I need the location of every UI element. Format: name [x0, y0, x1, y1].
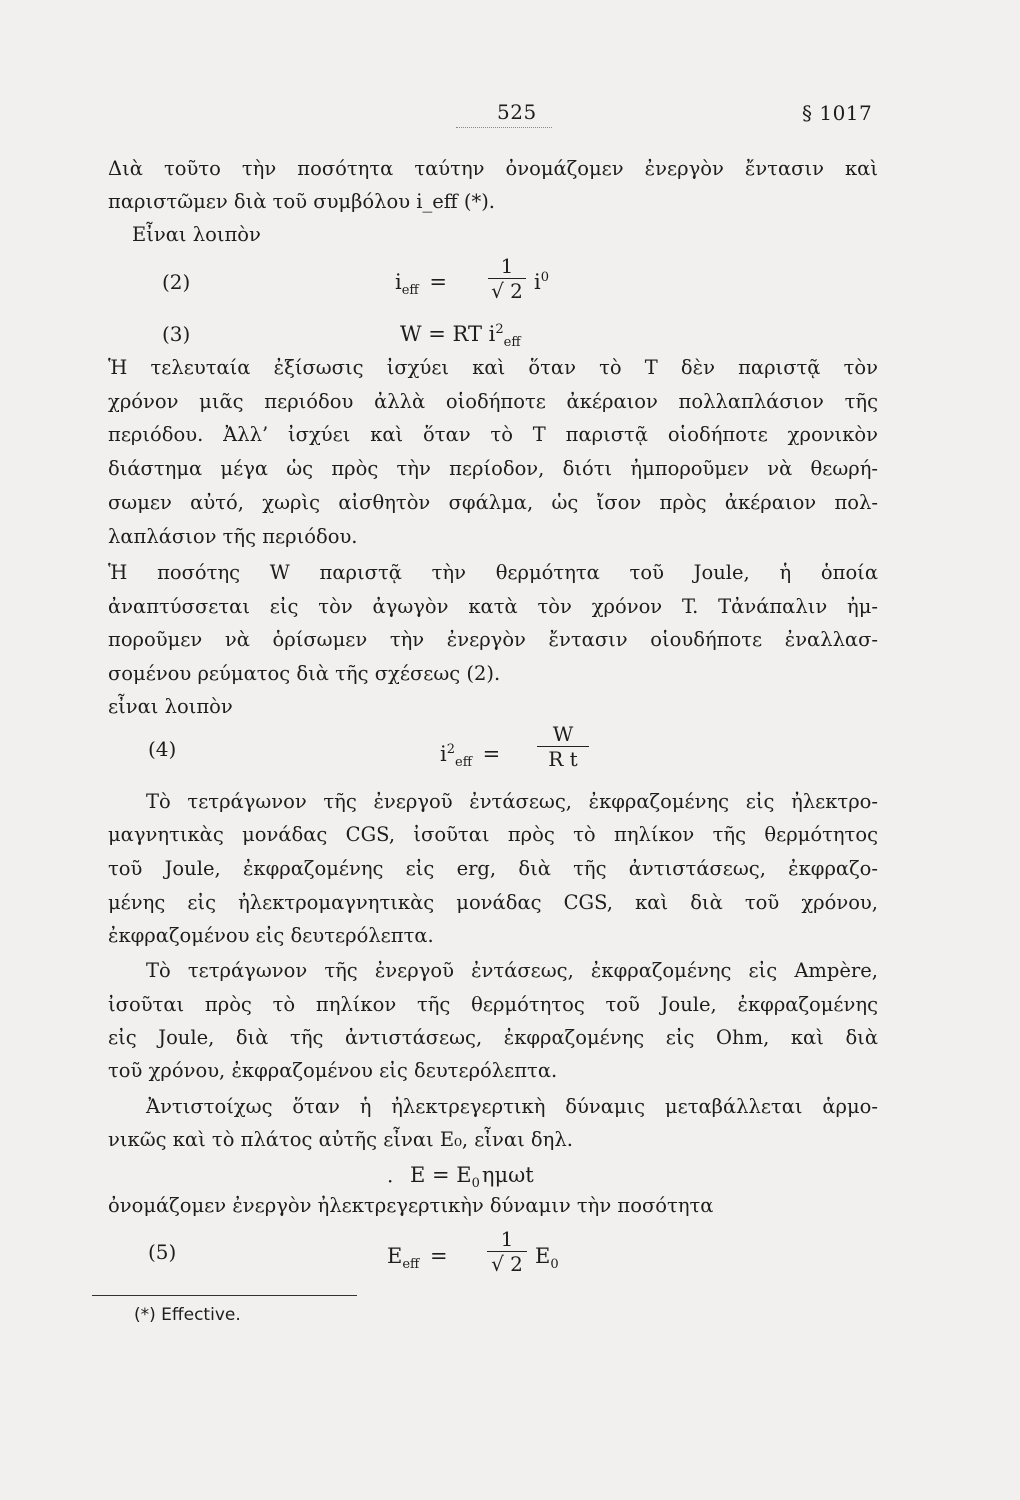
text-line: σομένου ρεύματος διὰ τῆς σχέσεως (2). — [108, 662, 501, 685]
equation-5-lhs: $E_{eff}$ = — [387, 1244, 448, 1273]
footnote-rule — [92, 1295, 357, 1296]
equation-2-fraction: 1 √ 2 — [488, 256, 526, 301]
text-line: ἀναπτύσσεται εἰς τὸν ἀγωγὸν κατὰ τὸν χρόνον T. Τἀνάπαλιν ἠμ- — [108, 595, 878, 618]
text-line: λαπλάσιον τῆς περιόδου. — [108, 525, 358, 548]
equation-5-rhs: $E_0$ — [535, 1244, 559, 1273]
equation-4-fraction: W R t — [537, 724, 589, 769]
bullet-dot: · — [387, 1169, 394, 1193]
text-line: περιόδου. Ἀλλ’ ἰσχύει καὶ ὅταν τὸ T παριστᾷ οἱοδήποτε χρονικὸν — [108, 423, 878, 446]
text-line: Ἡ ποσότης W παριστᾷ τὴν θερμότητα τοῦ Joule, ἡ ὁποία — [108, 561, 878, 584]
equation-2-lhs: $i_{eff}$ = — [395, 270, 447, 299]
text-line: τοῦ χρόνου, ἐκφραζομένου εἰς δευτερόλεπτα. — [108, 1059, 558, 1082]
equation-3: W = RT $i^2_{eff}$ — [400, 322, 521, 351]
section-number: § 1017 — [802, 101, 873, 125]
text-line: Εἶναι λοιπὸν — [132, 223, 261, 246]
text-line: ποροῦμεν νὰ ὁρίσωμεν τὴν ἐνεργὸν ἔντασιν οἱουδήποτε ἐναλλασ- — [108, 628, 878, 651]
equation-label: (2) — [162, 270, 191, 294]
text-line: ἐκφραζομένου εἰς δευτερόλεπτα. — [108, 924, 434, 947]
text-line: εἰς Joule, διὰ τῆς ἀντιστάσεως, ἐκφραζομένης εἰς Ohm, καὶ διὰ — [108, 1026, 878, 1049]
text-line: ἰσοῦται πρὸς τὸ πηλίκον τῆς θερμότητος τοῦ Joule, ἐκφραζομένης — [108, 993, 878, 1016]
text-line: τοῦ Joule, ἐκφραζομένης εἰς erg, διὰ τῆς ἀντιστάσεως, ἐκφραζο- — [108, 857, 878, 880]
text-line: Τὸ τετράγωνον τῆς ἐνεργοῦ ἐντάσεως, ἐκφραζομένης εἰς ἠλεκτρο- — [146, 790, 878, 813]
text-line: σωμεν αὐτό, χωρὶς αἰσθητὸν σφάλμα, ὡς ἴσον πρὸς ἀκέραιον πολ- — [108, 491, 878, 514]
text-line: Ἡ τελευταία ἐξίσωσις ἰσχύει καὶ ὅταν τὸ T δὲν παριστᾷ τὸν — [108, 356, 878, 379]
text-line: ὀνομάζομεν ἐνεργὸν ἠλεκτρεγερτικὴν δύναμιν τὴν ποσότητα — [108, 1194, 714, 1217]
equation-label: (4) — [148, 737, 177, 761]
text-line: εἶναι λοιπὸν — [108, 695, 233, 718]
equation-label: (3) — [162, 322, 191, 346]
equation-label: (5) — [148, 1240, 177, 1264]
equation-emf: $E = E_0\eta\mu\omega t$ — [410, 1163, 534, 1192]
equation-4-lhs: $i^2_{eff}$ = — [440, 742, 501, 771]
text-line: παριστῶμεν διὰ τοῦ συμβόλου i_eff (*). — [108, 190, 496, 213]
text-line: Ἀντιστοίχως ὅταν ἡ ἠλεκτρεγερτικὴ δύναμις μεταβάλλεται ἁρμο- — [146, 1095, 878, 1118]
text-line: διάστημα μέγα ὡς πρὸς τὴν περίοδον, διότι ἠμποροῦμεν νὰ θεωρή- — [108, 457, 878, 480]
header-rule — [456, 127, 552, 128]
footnote: (*) Effective. — [134, 1305, 241, 1325]
text-line: νικῶς καὶ τὸ πλάτος αὐτῆς εἶναι E₀, εἶναι δηλ. — [108, 1128, 573, 1151]
text-line: Τὸ τετράγωνον τῆς ἐνεργοῦ ἐντάσεως, ἐκφραζομένης εἰς Ampère, — [146, 959, 878, 982]
text-line: μένης εἰς ἠλεκτρομαγνητικὰς μονάδας CGS, καὶ διὰ τοῦ χρόνου, — [108, 891, 878, 914]
page-number: 525 — [497, 100, 537, 124]
text-line: χρόνον μιᾶς περιόδου ἀλλὰ οἱοδήποτε ἀκέραιον πολλαπλάσιον τῆς — [108, 390, 878, 413]
text-line: μαγνητικὰς μονάδας CGS, ἰσοῦται πρὸς τὸ πηλίκον τῆς θερμότητος — [108, 823, 878, 846]
equation-2-rhs: $i^0$ — [534, 270, 549, 294]
equation-5-fraction: 1 √ 2 — [487, 1229, 527, 1274]
text-line: Διὰ τοῦτο τὴν ποσότητα ταύτην ὀνομάζομεν ἐνεργὸν ἔντασιν καὶ — [108, 157, 878, 180]
